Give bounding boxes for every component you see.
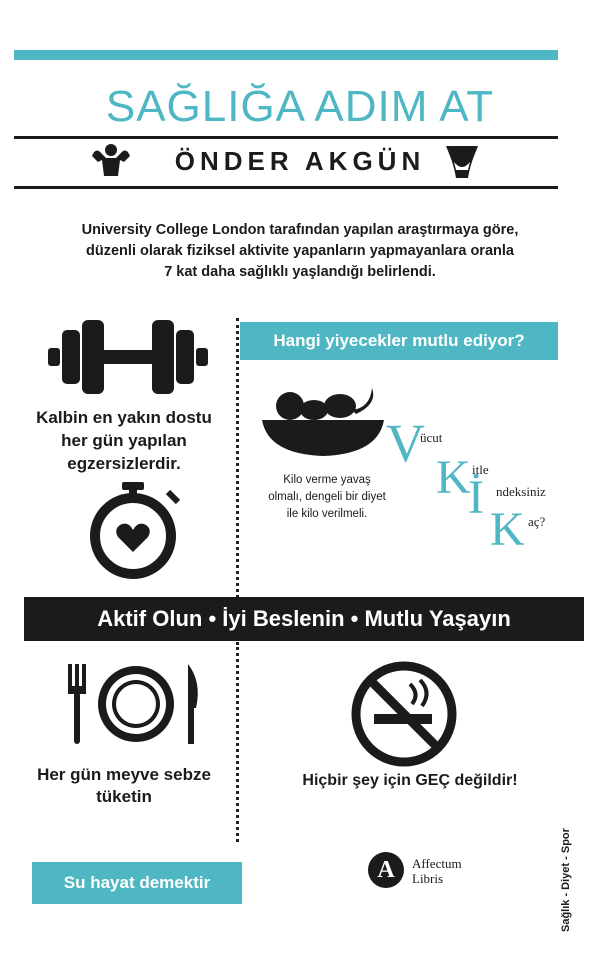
fruit-bowl-icon [260, 380, 386, 460]
slogan-band: Aktif Olun • İyi Beslenin • Mutlu Yaşayın [24, 597, 584, 641]
torso-icon [440, 142, 484, 182]
publisher-name-line: Affectum [412, 856, 462, 871]
intro-paragraph: University College London tarafından yapılan araştırmaya göre, düzenli olarak fiziksel aktivite yapanların yapmayanlara oranla 7 kat daha sağlıklı yaşlandığı belirlendi. [81, 222, 519, 280]
diet-line: olmalı, dengeli bir diyet [268, 491, 386, 503]
vki-word-indeksiniz: ndeksiniz [496, 484, 546, 499]
dotted-divider-lower [236, 642, 239, 842]
no-smoking-icon [350, 660, 458, 768]
dotted-divider-upper [236, 318, 239, 598]
exercise-text [14, 406, 234, 475]
author-name: ÖNDER AKGÜN [174, 146, 426, 176]
publisher-name [412, 856, 462, 886]
exercise-line: Kalbin en yakın dostu [36, 408, 212, 427]
spine-category: Sağlık - Diyet - Spor [560, 828, 572, 932]
dumbbell-icon [48, 318, 208, 396]
diet-line: Kilo verme yavaş [283, 474, 371, 486]
stopwatch-heart-icon [80, 480, 190, 580]
vki-word-vucut: ücut [420, 430, 443, 445]
top-accent-bar [14, 50, 558, 60]
fruit-line: Her gün meyve sebze [37, 765, 211, 784]
water-label: Su hayat demektir [32, 862, 242, 904]
fruit-line: tüketin [96, 787, 152, 806]
diet-line: ile kilo verilmeli. [286, 508, 368, 520]
title-rule-bottom [14, 186, 558, 189]
title-rule-top [14, 136, 558, 139]
vki-letter-v: V [386, 413, 425, 473]
diet-text [252, 472, 402, 523]
vki-letter-k2: K [490, 503, 525, 556]
late-text: Hiçbir şey için GEÇ değildir! [302, 772, 518, 789]
plate-cutlery-icon [66, 662, 206, 746]
page-title: SAĞLIĞA ADIM AT [105, 82, 495, 131]
vki-letter-k1: K [436, 451, 471, 504]
vki-word-kac: aç? [528, 514, 546, 529]
exercise-line: her gün yapılan [61, 431, 187, 450]
publisher-name-line: Libris [412, 871, 444, 886]
vki-letter-i: İ [468, 471, 484, 524]
publisher-logo: A [368, 852, 404, 888]
vki-word-kitle: itle [472, 462, 489, 477]
fruit-text [14, 764, 234, 808]
exercise-line: egzersizlerdir. [67, 454, 181, 473]
food-header: Hangi yiyecekler mutlu ediyor? [240, 322, 558, 360]
